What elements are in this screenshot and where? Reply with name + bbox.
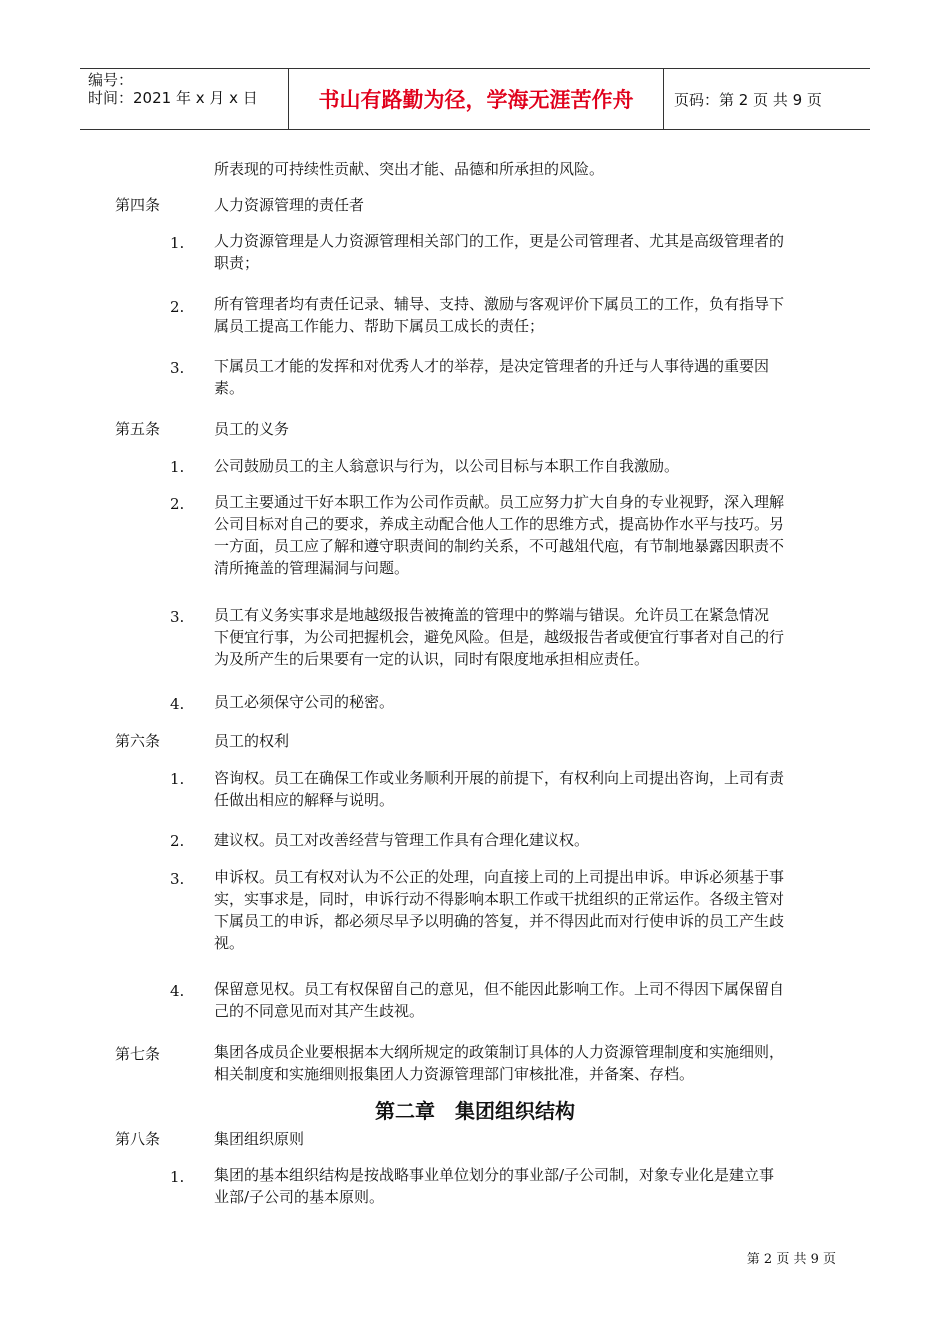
art6-item-3-number: 3. <box>170 870 185 888</box>
art5-item-2-number: 2. <box>170 495 185 513</box>
article-5-title: 员工的义务 <box>214 420 290 438</box>
page-header <box>80 68 870 130</box>
article-8-number: 第八条 <box>115 1130 161 1148</box>
time-label: 时间：2021 年 x 月 x 日 <box>88 89 258 107</box>
art6-item-4-text: 保留意见权。员工有权保留自己的意见，但不能因此影响工作。上司不得因下属保留自 己的不同意见而对其产生歧视。 <box>214 980 785 1020</box>
article-4-title: 人力资源管理的责任者 <box>214 196 365 214</box>
intro-line: 所表现的可持续性贡献、突出才能、品德和所承担的风险。 <box>214 160 605 178</box>
art6-item-2-text: 建议权。员工对改善经营与管理工作具有合理化建议权。 <box>214 831 590 849</box>
art4-item-2-number: 2. <box>170 298 185 316</box>
art4-item-1-number: 1. <box>170 234 185 252</box>
art5-item-4-text: 员工必须保守公司的秘密。 <box>214 693 395 711</box>
art4-item-3-number: 3. <box>170 359 185 377</box>
art4-item-1-text: 人力资源管理是人力资源管理相关部门的工作，更是公司管理者、尤其是高级管理者的 职责； <box>214 232 785 272</box>
article-6-number: 第六条 <box>115 732 161 750</box>
doc-number-label: 编号： <box>88 71 134 89</box>
article-8-title: 集团组织原则 <box>214 1130 305 1148</box>
art5-item-1-number: 1. <box>170 458 185 476</box>
article-5-number: 第五条 <box>115 420 161 438</box>
header-motto: 书山有路勤为径，学海无涯苦作舟 <box>289 69 664 129</box>
art6-item-4-number: 4. <box>170 982 185 1000</box>
article-7-number: 第七条 <box>115 1045 161 1063</box>
art4-item-2-text: 所有管理者均有责任记录、辅导、支持、激励与客观评价下属员工的工作，负有指导下 属员工提高工作能力、帮助下属员工成长的责任； <box>214 295 785 335</box>
chapter-2-heading: 第二章 集团组织结构 <box>375 1099 575 1123</box>
header-page-label: 页码：第 2 页 共 9 页 <box>674 90 822 109</box>
article-7-text: 集团各成员企业要根据本大纲所规定的政策制订具体的人力资源管理制度和实施细则， 相关制度和实施细则报集团人力资源管理部门审核批准，并备案、存档。 <box>214 1043 785 1083</box>
art5-item-3-text: 员工有义务实事求是地越级报告被掩盖的管理中的弊端与错误。允许员工在紧急情况 下便宜行事，为公司把握机会，避免风险。但是，越级报告者或便宜行事者对自己的行 为及所产生的后果要有一定的认识，同时有限度地承担相应责任。 <box>214 606 785 668</box>
page-footer: 第 2 页 共 9 页 <box>746 1252 836 1267</box>
art5-item-1-text: 公司鼓励员工的主人翁意识与行为，以公司目标与本职工作自我激励。 <box>214 457 680 475</box>
art6-item-3-text: 申诉权。员工有权对认为不公正的处理，向直接上司的上司提出申诉。申诉必须基于事 实，实事求是，同时，申诉行动不得影响本职工作或干扰组织的正常运作。各级主管对 下属员工的申诉，都必须尽早予以明确的答复，并不得因此而对行使申诉的员工产生歧 视。 <box>214 868 785 952</box>
art4-item-3-text: 下属员工才能的发挥和对优秀人才的举荐，是决定管理者的升迁与人事待遇的重要因 素。 <box>214 357 770 397</box>
header-meta <box>80 69 289 129</box>
art8-item-1-text: 集团的基本组织结构是按战略事业单位划分的事业部/子公司制，对象专业化是建立事 业部/子公司的基本原则。 <box>214 1166 775 1206</box>
article-4-number: 第四条 <box>115 196 161 214</box>
article-6-title: 员工的权利 <box>214 732 290 750</box>
art5-item-3-number: 3. <box>170 608 185 626</box>
art6-item-1-number: 1. <box>170 770 185 788</box>
art6-item-2-number: 2. <box>170 832 185 850</box>
art8-item-1-number: 1. <box>170 1168 185 1186</box>
art5-item-2-text: 员工主要通过干好本职工作为公司作贡献。员工应努力扩大自身的专业视野，深入理解 公司目标对自己的要求，养成主动配合他人工作的思维方式，提高协作水平与技巧。另 一方面，员工应了解和遵守职责间的制约关系，不可越俎代庖，有节制地暴露因职责不 清所掩盖的管理漏洞与问题。 <box>214 493 785 577</box>
art5-item-4-number: 4. <box>170 695 185 713</box>
art6-item-1-text: 咨询权。员工在确保工作或业务顺利开展的前提下，有权利向上司提出咨询，上司有责 任做出相应的解释与说明。 <box>214 769 785 809</box>
